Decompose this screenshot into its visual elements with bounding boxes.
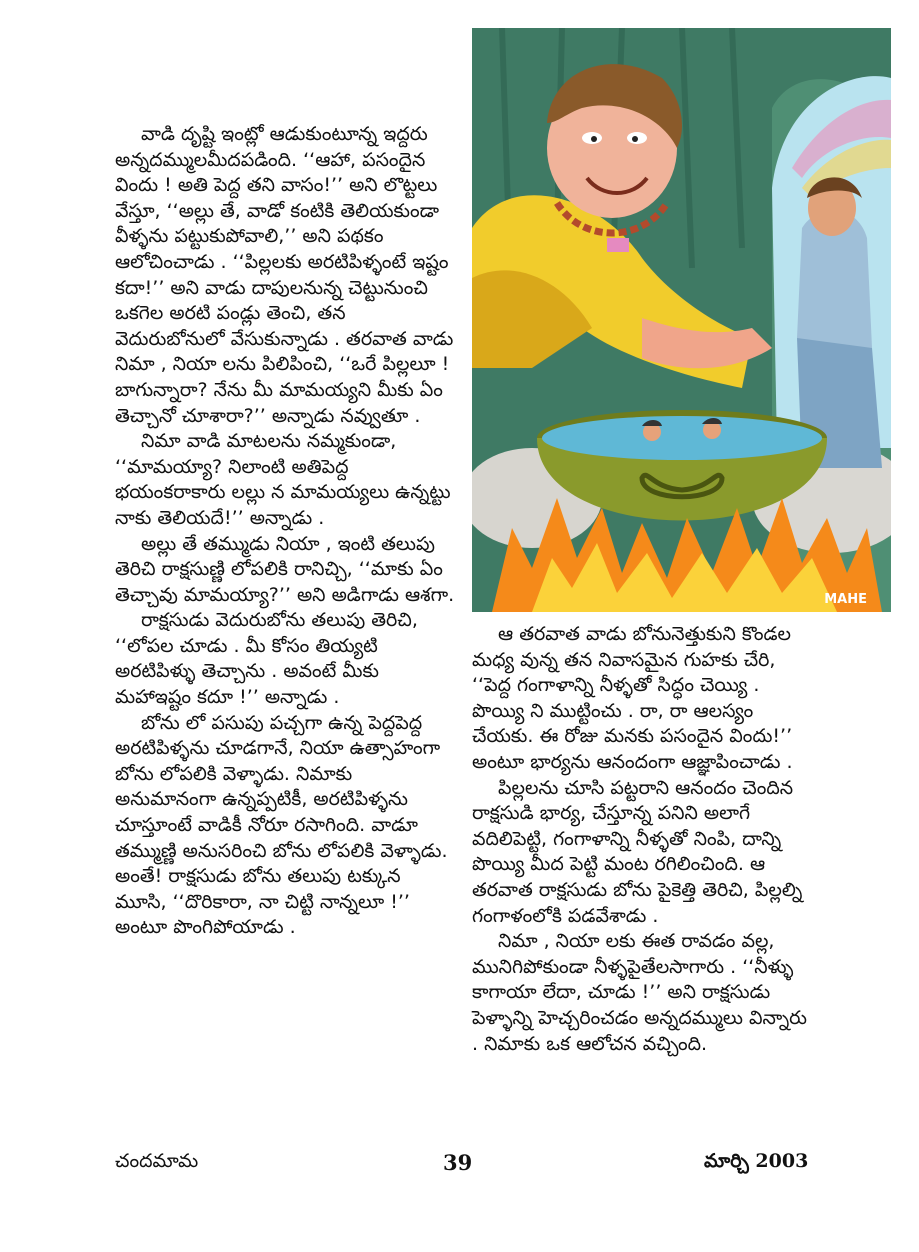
issue-date: మార్చి 2003 bbox=[704, 1150, 809, 1172]
page-number: 39 bbox=[443, 1150, 473, 1175]
story-paragraph: నిమా వాడి మాటలను నమ్మకుండా, ‘‘మామయ్యా? నిలాంటి అతిపెద్ద భయంకరాకారు లల్లు న మామయ్యలు ఉన్నట్టు నాకు తెలియదే!’’ అన్నాడు . bbox=[115, 430, 451, 529]
story-paragraph: రాక్షసుడు వెదురుబోను తలుపు తెరిచి, ‘‘లోపల చూడు . మీ కోసం తియ్యటి అరటిపిళ్ళు తెచ్చాను . అవంటే మీకు మహాఇష్టం కదూ !’’ అన్నాడు . bbox=[115, 609, 418, 709]
artist-signature: MAHE bbox=[824, 592, 867, 607]
story-illustration bbox=[472, 28, 891, 612]
story-paragraph: అల్లు తే తమ్ముడు నియా , ఇంటి తలుపు తెరిచి రాక్షసుణ్ణి లోపలికి రానిచ్చి, ‘‘మాకు ఏం తెచ్చావు మామయ్యా?’’ అని అడిగాడు ఆశగా. bbox=[115, 532, 455, 606]
story-paragraph: పిల్లలను చూసి పట్టరాని ఆనందం చెందిన రాక్షసుడి భార్య, చేస్తూన్న పనిని అలాగే వదిలిపెట్టి, గంగాళాన్ని నీళ్ళతో నింపి, దాన్ని పొయ్యి మీద పెట్టి మంట రగిలించింది. ఆ తరవాత రాక్షసుడు బోను పైకెత్తి తెరిచి, పిల్లల్ని గంగాళంలోకి పడవేశాడు . bbox=[472, 776, 803, 927]
story-paragraph: ఆ తరవాత వాడు బోనునెత్తుకుని కొండల మధ్య వున్న తన నివాసమైన గుహకు చేరి, ‘‘పెద్ద గంగాళాన్ని నీళ్ళతో సిద్ధం చెయ్యి . పొయ్యి ని ముట్టించు . రా, రా ఆలస్యం చేయకు. ఈ రోజు మనకు పసందైన విందు!’’ అంటూ భార్యను ఆనందంగా ఆజ్ఞాపించాడు . bbox=[472, 623, 793, 773]
story-paragraph: వాడి దృష్టి ఇంట్లో ఆడుకుంటూన్న ఇద్దరు అన్నదమ్ములమీదపడింది. ‘‘ఆహా, పసందైన విందు ! అతి పెద్ద తని వాసం!’’ అని లొట్టలు వేస్తూ, ‘‘అల్లు తే, వాడో కంటికి తెలియకుండా వీళ్ళను పట్టుకుపోవాలి,’’ అని పథకం ఆలోచించాడు . ‘‘పిల్లలకు అరటిపిళ్ళంటే ఇష్టం కదా!’’ అని వాడు దాపులనున్న చెట్టునుంచి ఒకగెల అరటి పండ్లు తెంచి, తన వెదురుబోనులో వేసుకున్నాడు . తరవాత వాడు నిమా , నియా లను పిలిపించి, ‘‘ఒరే పిల్లలూ ! బాగున్నారా? నేను మీ మామయ్యని మీకు ఏం తెచ్చానో చూశారా?’’ అన్నాడు నవ్వుతూ . bbox=[115, 123, 454, 427]
left-text-column bbox=[115, 122, 457, 941]
story-paragraph: బోను లో పసుపు పచ్చగా ఉన్న పెద్దపెద్ద అరటిపిళ్ళను చూడగానే, నియా ఉత్సాహంగా బోను లోపలికి వెళ్ళాడు. నిమాకు అనుమానంగా ఉన్నప్పటికీ, అరటిపిళ్ళను చూస్తూంటే వాడికీ నోరూ రసాగింది. వాడూ తమ్ముణ్ణి అనుసరించి బోను లోపలికి వెళ్ళాడు. అంతే! రాక్షసుడు బోను తలుపు టక్కున మూసి, ‘‘దొరికారా, నా చిట్టి నాన్నలూ !’’ అంటూ పొంగిపోయాడు . bbox=[115, 711, 448, 939]
magazine-name: చందమామ bbox=[115, 1150, 199, 1172]
right-text-column bbox=[472, 622, 817, 1057]
story-paragraph: నిమా , నియా లకు ఈత రావడం వల్ల, మునిగిపోకుండా నీళ్ళపైతేలసాగారు . ‘‘నీళ్ళు కాగాయా లేదా, చూడు !’’ అని రాక్షసుడు పెళ్ళాన్ని హెచ్చరించడం అన్నదమ్ములు విన్నారు . నిమాకు ఒక ఆలోచన వచ్చింది. bbox=[472, 930, 808, 1055]
